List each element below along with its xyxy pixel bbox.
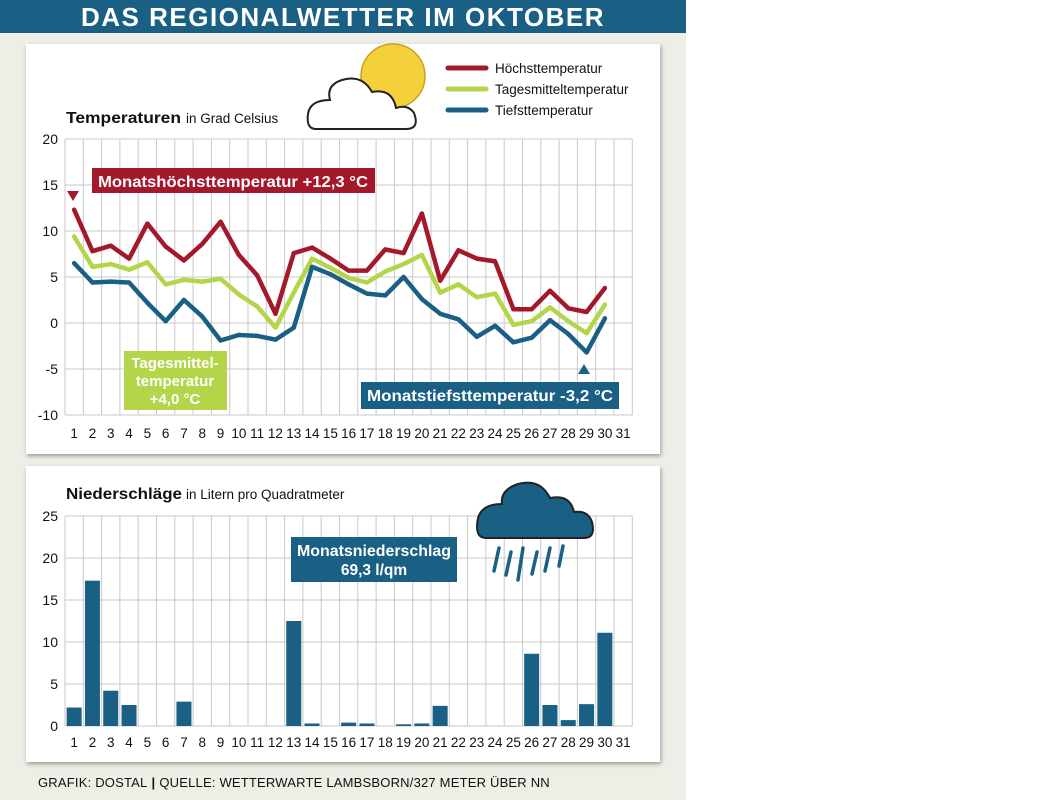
data-point-mean <box>548 305 552 309</box>
x-tick-label: 31 <box>615 735 631 750</box>
annotation-rain-line-1: Monatsniederschlag <box>297 543 451 560</box>
data-point-min <box>456 317 460 321</box>
x-tick-label: 29 <box>579 426 595 441</box>
y-tick-label: 5 <box>50 676 58 692</box>
x-tick-label: 18 <box>377 735 393 750</box>
x-tick-label: 5 <box>143 426 152 441</box>
x-tick-label: 16 <box>341 735 357 750</box>
precipitation-bar <box>176 702 191 726</box>
annotation-mean-line-2: temperatur <box>135 373 215 390</box>
x-tick-label: 20 <box>414 426 430 441</box>
x-tick-label: 17 <box>359 735 375 750</box>
x-tick-label: 29 <box>579 735 595 750</box>
precipitation-chart-subtitle: in Litern pro Quadratmeter <box>186 487 345 502</box>
data-point-min <box>255 334 259 338</box>
data-point-mean <box>255 304 259 308</box>
x-tick-label: 30 <box>597 426 613 441</box>
data-point-max <box>566 306 570 310</box>
data-point-max <box>401 251 405 255</box>
data-point-mean <box>383 269 387 273</box>
data-point-min <box>145 301 149 305</box>
data-point-min <box>529 336 533 340</box>
data-point-max <box>237 253 241 257</box>
annotation-mean-box <box>124 351 227 410</box>
page-title: DAS REGIONALWETTER IM OKTOBER <box>80 2 606 32</box>
data-point-min <box>163 319 167 323</box>
annotation-mean-line-1: Tagesmittel- <box>131 355 219 372</box>
data-point-max <box>328 256 332 260</box>
max-marker-icon <box>67 191 79 201</box>
x-tick-label: 1 <box>70 426 78 441</box>
data-point-mean <box>493 291 497 295</box>
data-point-max <box>127 256 131 260</box>
precipitation-bar <box>542 705 557 726</box>
x-tick-label: 5 <box>143 735 152 750</box>
data-point-mean <box>529 319 533 323</box>
data-point-mean <box>237 292 241 296</box>
data-point-min <box>310 265 314 269</box>
data-point-min <box>438 312 442 316</box>
y-tick-label: 25 <box>42 508 58 524</box>
data-point-min <box>200 314 204 318</box>
data-point-mean <box>200 279 204 283</box>
x-tick-label: 2 <box>88 735 97 750</box>
x-tick-label: 7 <box>180 735 188 750</box>
data-point-mean <box>511 323 515 327</box>
data-point-min <box>273 337 277 341</box>
data-point-max <box>218 220 222 224</box>
data-point-max <box>72 208 76 212</box>
x-tick-label: 28 <box>560 426 576 441</box>
x-tick-label: 4 <box>125 735 133 750</box>
data-point-min <box>493 324 497 328</box>
x-tick-label: 22 <box>450 735 466 750</box>
x-tick-label: 19 <box>396 426 412 441</box>
temperature-chart-title: Temperaturen <box>66 110 181 127</box>
precipitation-bar <box>396 724 411 726</box>
rain-cloud-icon <box>477 483 593 580</box>
annotation-rain-line-2: 69,3 l/qm <box>340 562 408 579</box>
data-point-max <box>603 286 607 290</box>
data-point-max <box>255 273 259 277</box>
x-tick-label: 27 <box>542 426 558 441</box>
x-tick-label: 4 <box>125 426 133 441</box>
x-tick-label: 12 <box>267 426 283 441</box>
x-tick-label: 21 <box>432 735 448 750</box>
x-tick-label: 14 <box>304 426 320 441</box>
x-tick-label: 13 <box>286 426 302 441</box>
data-point-max <box>273 312 277 316</box>
x-tick-label: 21 <box>432 426 448 441</box>
x-tick-label: 1 <box>70 735 78 750</box>
footer-credit: GRAFIK: DOSTAL <box>38 775 148 790</box>
data-point-min <box>584 350 588 354</box>
data-point-max <box>310 245 314 249</box>
y-tick-label: 10 <box>42 223 58 239</box>
y-tick-label: 15 <box>42 592 58 608</box>
x-tick-label: 2 <box>88 426 97 441</box>
data-point-max <box>456 248 460 252</box>
data-point-mean <box>438 290 442 294</box>
data-point-min <box>346 282 350 286</box>
data-point-mean <box>475 295 479 299</box>
x-tick-label: 7 <box>180 426 188 441</box>
x-tick-label: 25 <box>505 426 521 441</box>
x-tick-label: 23 <box>469 426 485 441</box>
precipitation-bar <box>305 723 320 726</box>
y-tick-label: 20 <box>42 131 58 147</box>
data-point-mean <box>72 234 76 238</box>
data-point-mean <box>145 260 149 264</box>
precipitation-bar <box>359 723 374 726</box>
x-tick-label: 10 <box>231 735 247 750</box>
y-tick-label: 15 <box>42 177 58 193</box>
data-point-mean <box>163 282 167 286</box>
x-tick-label: 25 <box>505 735 521 750</box>
x-tick-label: 6 <box>161 735 170 750</box>
precipitation-bar <box>341 723 356 726</box>
annotation-rain-box <box>291 537 457 582</box>
legend-label-max: Höchsttemperatur <box>495 61 603 76</box>
data-point-mean <box>310 256 314 260</box>
x-tick-label: 15 <box>322 426 338 441</box>
data-point-min <box>127 280 131 284</box>
x-tick-label: 10 <box>231 426 247 441</box>
precipitation-bar <box>561 720 576 726</box>
x-tick-label: 13 <box>286 735 302 750</box>
data-point-max <box>584 310 588 314</box>
data-point-mean <box>182 278 186 282</box>
x-tick-label: 8 <box>198 426 207 441</box>
data-point-mean <box>584 331 588 335</box>
data-point-max <box>475 256 479 260</box>
sun-behind-cloud-icon <box>308 44 425 129</box>
data-point-mean <box>420 253 424 257</box>
data-point-min <box>109 279 113 283</box>
data-point-mean <box>603 302 607 306</box>
annotation-min-text: Monatstiefsttemperatur -3,2 °C <box>367 388 613 405</box>
y-tick-label: 0 <box>50 718 58 734</box>
data-point-max <box>346 268 350 272</box>
data-point-min <box>603 316 607 320</box>
annotation-max-text: Monatshöchsttemperatur +12,3 °C <box>98 174 368 191</box>
y-tick-label: 0 <box>50 315 58 331</box>
data-point-max <box>438 278 442 282</box>
x-tick-label: 3 <box>106 735 115 750</box>
x-tick-label: 14 <box>304 735 320 750</box>
precipitation-chart-title: Niederschläge <box>66 486 183 503</box>
x-tick-label: 28 <box>560 735 576 750</box>
y-tick-label: 20 <box>42 550 58 566</box>
data-point-min <box>292 325 296 329</box>
data-point-mean <box>456 282 460 286</box>
precipitation-bar <box>122 705 137 726</box>
x-tick-label: 27 <box>542 735 558 750</box>
x-tick-label: 26 <box>524 735 540 750</box>
annotation-max-box <box>92 168 375 193</box>
x-tick-label: 9 <box>216 426 225 441</box>
x-tick-label: 18 <box>377 426 393 441</box>
data-point-min <box>72 261 76 265</box>
data-point-max <box>420 211 424 215</box>
y-tick-label: -10 <box>37 407 58 423</box>
precipitation-bar <box>85 581 100 726</box>
x-tick-label: 26 <box>524 426 540 441</box>
data-point-min <box>548 318 552 322</box>
data-point-mean <box>90 265 94 269</box>
legend-label-min: Tiefsttemperatur <box>495 103 593 118</box>
data-point-mean <box>127 267 131 271</box>
data-point-max <box>90 249 94 253</box>
x-tick-label: 23 <box>469 735 485 750</box>
data-point-min <box>475 335 479 339</box>
precipitation-bar <box>433 706 448 726</box>
data-point-max <box>292 251 296 255</box>
x-tick-label: 24 <box>487 735 503 750</box>
data-point-mean <box>273 325 277 329</box>
x-tick-label: 11 <box>250 735 265 750</box>
precipitation-bar <box>414 723 429 726</box>
data-point-min <box>383 293 387 297</box>
data-point-min <box>237 333 241 337</box>
data-point-min <box>401 275 405 279</box>
data-point-max <box>200 242 204 246</box>
y-tick-label: 10 <box>42 634 58 650</box>
data-point-min <box>218 338 222 342</box>
data-point-min <box>182 298 186 302</box>
data-point-max <box>145 221 149 225</box>
precipitation-bar <box>286 621 301 726</box>
data-point-mean <box>109 262 113 266</box>
x-tick-label: 6 <box>161 426 170 441</box>
x-tick-label: 3 <box>106 426 115 441</box>
data-point-max <box>365 268 369 272</box>
data-point-max <box>383 247 387 251</box>
data-point-mean <box>218 277 222 281</box>
precipitation-bar <box>524 654 539 726</box>
data-point-mean <box>292 290 296 294</box>
temperature-chart-subtitle: in Grad Celsius <box>186 111 279 126</box>
x-tick-label: 9 <box>216 735 225 750</box>
x-tick-label: 16 <box>341 426 357 441</box>
data-point-max <box>182 258 186 262</box>
annotation-min-box <box>361 382 619 409</box>
precipitation-bar <box>103 691 118 726</box>
precipitation-bar <box>579 704 594 726</box>
footer-source: QUELLE: WETTERWARTE LAMBSBORN/327 METER ÜBER NN <box>159 775 550 790</box>
x-tick-label: 31 <box>615 426 631 441</box>
x-tick-label: 15 <box>322 735 338 750</box>
data-point-max <box>548 289 552 293</box>
y-tick-label: -5 <box>45 361 58 377</box>
data-point-min <box>566 332 570 336</box>
data-point-mean <box>346 276 350 280</box>
x-tick-label: 11 <box>250 426 265 441</box>
x-tick-label: 12 <box>267 735 283 750</box>
x-tick-label: 8 <box>198 735 207 750</box>
annotation-mean-line-3: +4,0 °C <box>149 391 201 408</box>
data-point-mean <box>566 319 570 323</box>
footer-separator: | <box>151 775 156 790</box>
data-point-max <box>163 244 167 248</box>
x-tick-label: 19 <box>396 735 412 750</box>
x-tick-label: 17 <box>359 426 375 441</box>
data-point-max <box>529 307 533 311</box>
legend-label-mean: Tagesmitteltemperatur <box>495 82 629 97</box>
x-tick-label: 20 <box>414 735 430 750</box>
data-point-min <box>90 280 94 284</box>
data-point-mean <box>328 266 332 270</box>
data-point-min <box>511 340 515 344</box>
data-point-mean <box>365 280 369 284</box>
data-point-mean <box>401 262 405 266</box>
x-tick-label: 22 <box>450 426 466 441</box>
precipitation-bar <box>67 708 82 726</box>
y-tick-label: 5 <box>50 269 58 285</box>
x-tick-label: 30 <box>597 735 613 750</box>
temperature-legend <box>448 61 629 118</box>
x-tick-label: 24 <box>487 426 503 441</box>
data-point-max <box>109 244 113 248</box>
data-point-min <box>420 297 424 301</box>
data-point-min <box>365 291 369 295</box>
data-point-max <box>493 259 497 263</box>
data-point-min <box>328 272 332 276</box>
data-point-max <box>511 307 515 311</box>
precipitation-bar <box>597 633 612 726</box>
